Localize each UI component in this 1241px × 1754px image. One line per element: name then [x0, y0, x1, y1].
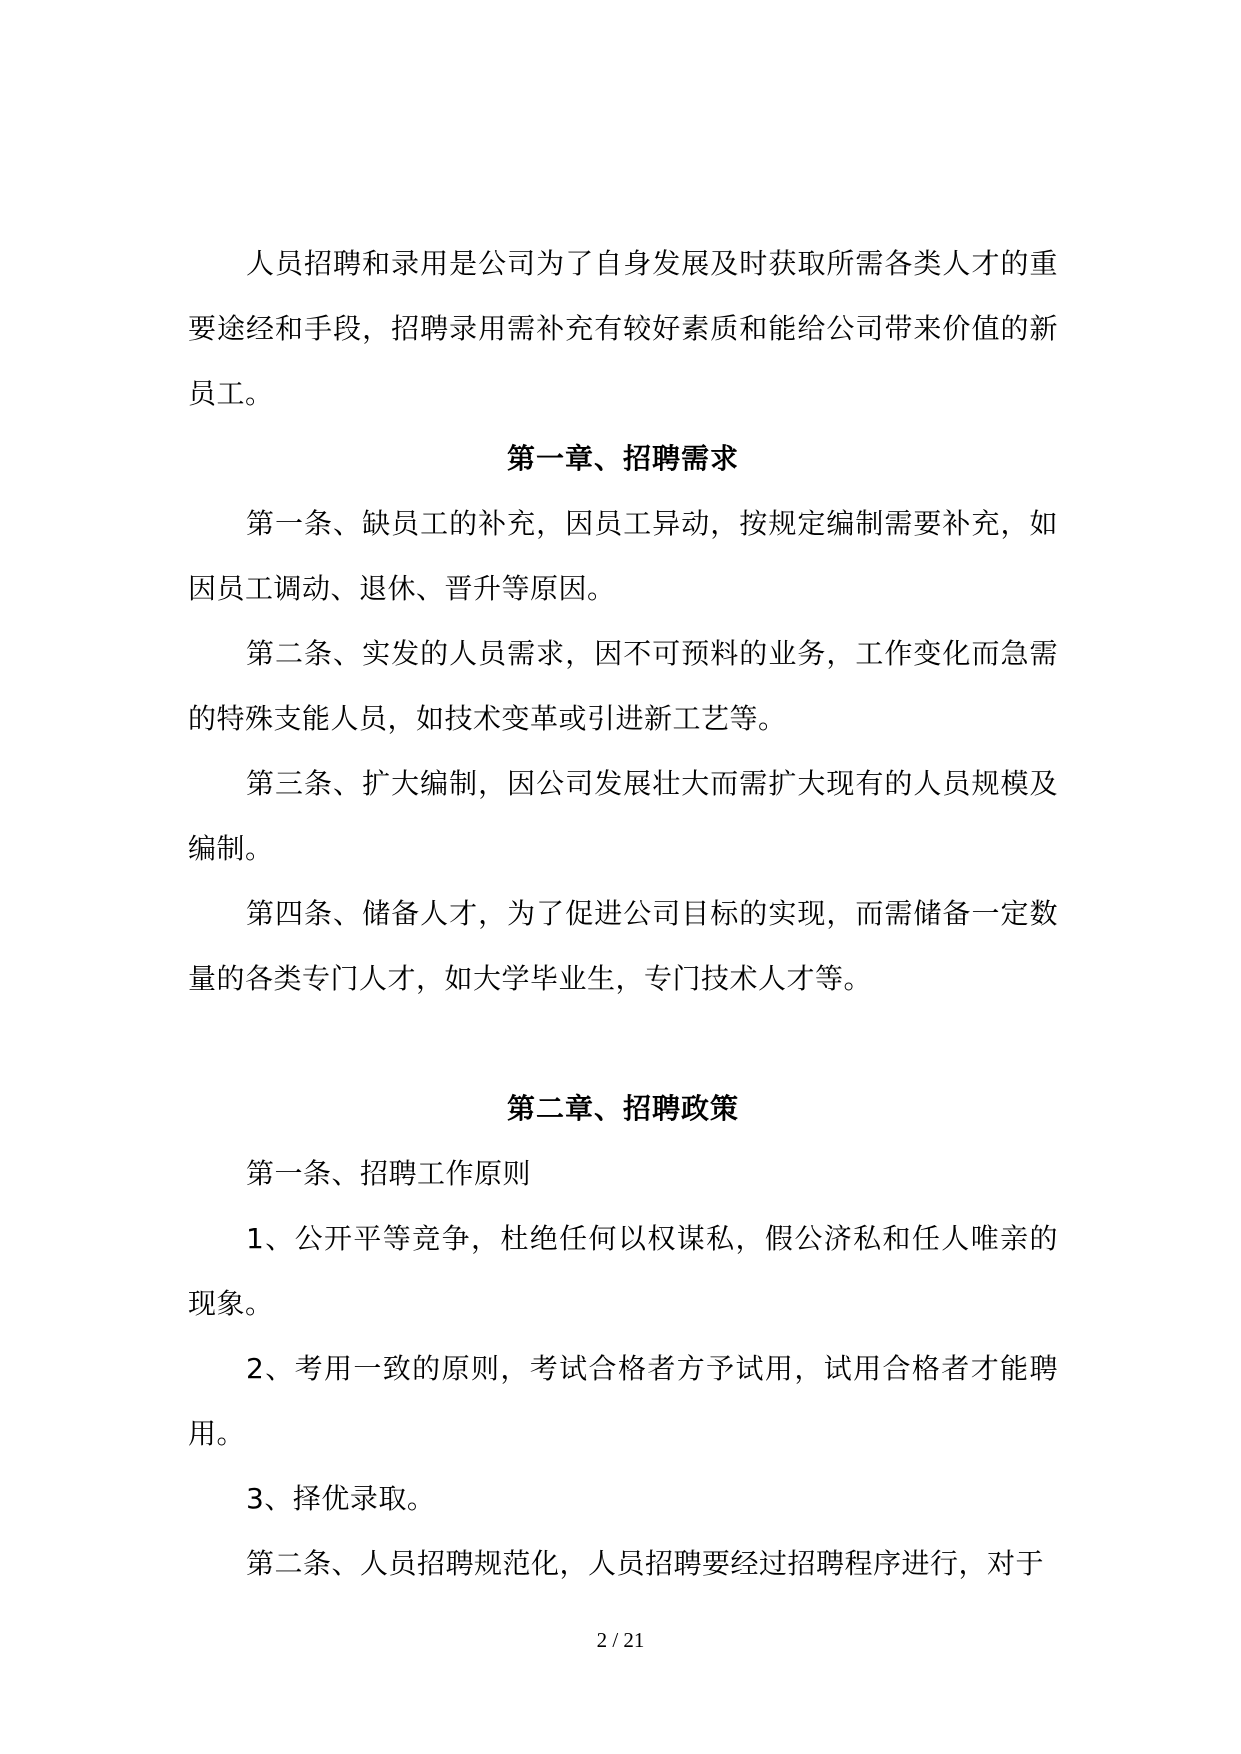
chapter-1-article-4: 第四条、储备人才，为了促进公司目标的实现，而需储备一定数量的各类专门人才，如大学毕业生，专门技术人才等。	[188, 897, 1058, 995]
chapter-1-article-2: 第二条、实发的人员需求，因不可预料的业务，工作变化而急需的特殊支能人员，如技术变革或引进新工艺等。	[188, 637, 1058, 735]
chapter-2-article-1: 第一条、招聘工作原则	[246, 1157, 532, 1190]
chapter-2-article-2: 第二条、人员招聘规范化，人员招聘要经过招聘程序进行，对于	[246, 1547, 1045, 1580]
page-number: 2 / 21	[596, 1628, 645, 1652]
document-body	[188, 231, 1058, 1596]
chapter-2-item-3: 3、择优录取。	[246, 1482, 436, 1515]
chapter-1-article-3: 第三条、扩大编制，因公司发展壮大而需扩大现有的人员规模及编制。	[188, 767, 1058, 865]
chapter-2-item-1: 1、公开平等竞争，杜绝任何以权谋私，假公济私和任人唯亲的现象。	[188, 1222, 1058, 1320]
chapter-1-article-1: 第一条、缺员工的补充，因员工异动，按规定编制需要补充，如因员工调动、退休、晋升等原因。	[188, 507, 1058, 605]
chapter-2-heading: 第二章、招聘政策	[506, 1092, 739, 1125]
chapter-1-heading: 第一章、招聘需求	[506, 442, 739, 475]
chapter-2-item-2: 2、考用一致的原则，考试合格者方予试用，试用合格者才能聘用。	[188, 1352, 1058, 1450]
intro-paragraph: 人员招聘和录用是公司为了自身发展及时获取所需各类人才的重要途经和手段，招聘录用需补充有较好素质和能给公司带来价值的新员工。	[188, 247, 1058, 410]
section-spacer	[188, 1011, 1058, 1076]
